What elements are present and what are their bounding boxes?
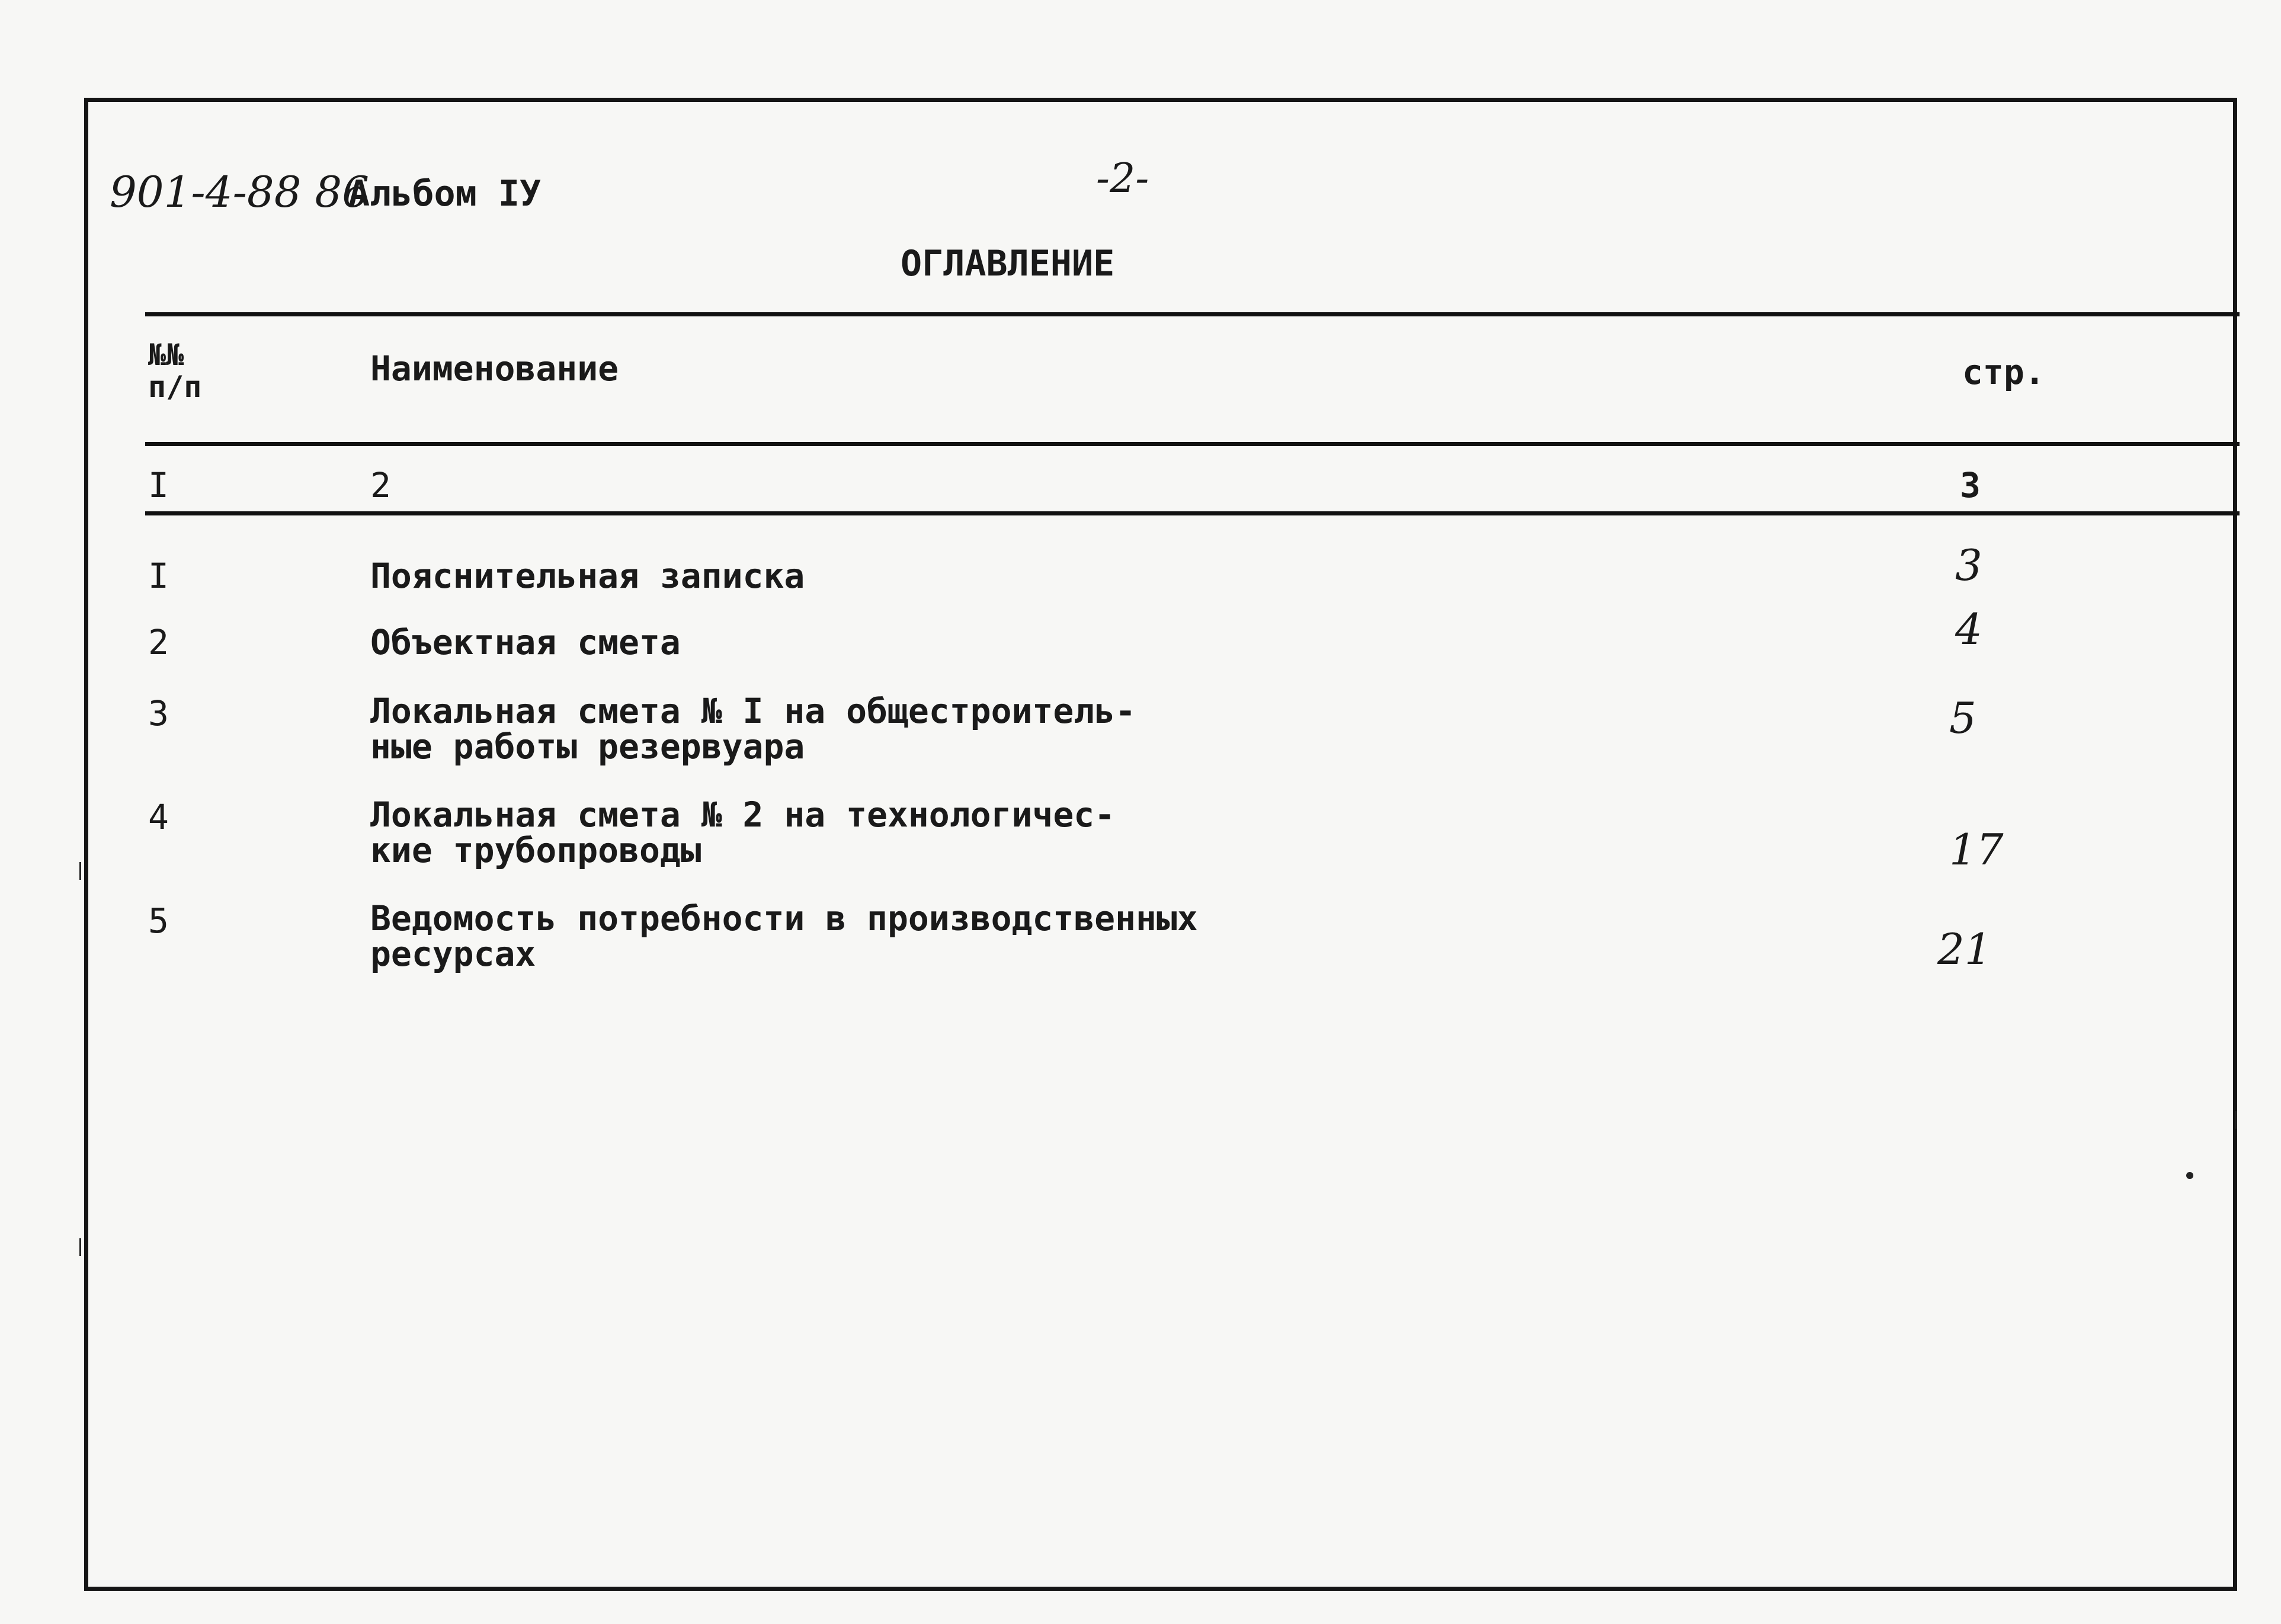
column-header-number: №№ п/п [148, 338, 202, 404]
document-code: 901-4-88 86 [110, 167, 370, 217]
column-numbers-rule [145, 511, 2240, 515]
row-title [370, 797, 1115, 868]
scan-mark [79, 862, 81, 880]
row-page: 4 [1955, 604, 1982, 654]
scan-mark [2235, 1111, 2237, 1129]
column-number-2: 2 [370, 465, 391, 505]
scan-dot [2186, 1172, 2193, 1179]
column-header-page: стр. [1962, 352, 2045, 392]
column-header-name: Наименование [370, 348, 619, 389]
row-title: Объектная смета [370, 622, 681, 662]
page-title: ОГЛАВЛЕНИЕ [901, 243, 1115, 284]
row-title [370, 898, 1198, 974]
row-page: 17 [1949, 825, 2004, 875]
row-number: 4 [148, 797, 169, 837]
scan-mark [79, 1238, 81, 1256]
column-number-3: 3 [1960, 465, 1981, 505]
row-title: Пояснительная записка [370, 556, 805, 596]
row-number: 5 [148, 901, 169, 941]
row-number: 3 [148, 693, 169, 733]
row-page: 3 [1955, 540, 1982, 590]
row-page: 21 [1937, 924, 1992, 974]
header-bottom-rule [145, 442, 2240, 446]
row-title-line: Локальная смета № I на общестроитель- [370, 691, 1136, 731]
row-page: 5 [1949, 693, 1976, 743]
row-title-line: кие трубопроводы [370, 830, 701, 870]
column-number-1: I [148, 465, 169, 505]
album-label: Альбом IУ [348, 173, 542, 214]
row-title-line: Локальная смета № 2 на технологичес- [370, 795, 1116, 835]
page-number: -2- [1096, 155, 1149, 202]
row-title-line: ные работы резервуара [370, 726, 805, 767]
row-number: 2 [148, 622, 169, 662]
row-title-line: Ведомость потребности в производственных [370, 898, 1198, 938]
row-title-line: ресурсах [370, 934, 536, 974]
row-number: I [148, 556, 169, 596]
table-top-rule [145, 312, 2240, 316]
row-title [370, 691, 1136, 767]
